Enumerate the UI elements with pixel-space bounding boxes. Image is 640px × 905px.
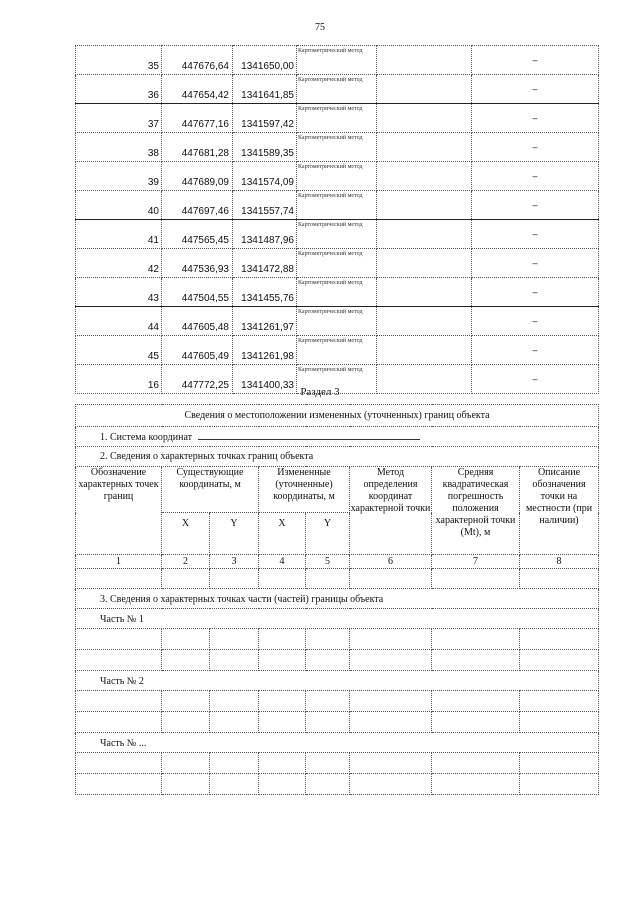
method: Картометрический метод <box>297 162 377 191</box>
empty-row <box>76 712 599 733</box>
description: – <box>472 104 599 133</box>
empty-row <box>76 774 599 795</box>
coordinate-row <box>76 220 599 249</box>
empty-cell <box>210 691 259 712</box>
empty-cell <box>350 753 432 774</box>
column-number: 1 <box>76 555 162 569</box>
empty-cell <box>306 569 350 589</box>
empty-cell <box>432 774 520 795</box>
empty-cell <box>76 712 162 733</box>
method: Картометрический метод <box>297 307 377 336</box>
empty-cell <box>377 46 472 75</box>
empty-cell <box>350 712 432 733</box>
empty-cell <box>377 104 472 133</box>
empty-cell <box>520 712 599 733</box>
coordinate-row <box>76 191 599 220</box>
empty-cell <box>432 569 520 589</box>
col-desc-header: Описание обозначения точки на местности (при наличии) <box>520 467 599 555</box>
empty-cell <box>377 191 472 220</box>
empty-cell <box>259 712 306 733</box>
description: – <box>472 307 599 336</box>
empty-cell <box>350 691 432 712</box>
empty-cell <box>162 629 210 650</box>
point-number: 35 <box>76 46 162 75</box>
empty-cell <box>162 774 210 795</box>
coord-x: 447504,55 <box>162 278 233 307</box>
coord-system-row <box>76 427 599 447</box>
coord-y: 1341400,33 <box>233 365 297 394</box>
coord-x: 447565,45 <box>162 220 233 249</box>
empty-cell <box>377 220 472 249</box>
col-error-header: Средняя квадратическая погрешность положения характерной точки (Mt), м <box>432 467 520 555</box>
description: – <box>472 162 599 191</box>
col-point-header: Обозначение характерных точек границ <box>76 467 162 555</box>
empty-cell <box>162 569 210 589</box>
coord-x: 447772,25 <box>162 365 233 394</box>
empty-cell <box>306 753 350 774</box>
description: – <box>472 46 599 75</box>
empty-cell <box>162 753 210 774</box>
empty-cell <box>76 569 162 589</box>
method: Картометрический метод <box>297 104 377 133</box>
coordinate-row <box>76 104 599 133</box>
empty-row <box>76 650 599 671</box>
coord-y: 1341574,09 <box>233 162 297 191</box>
empty-cell <box>210 569 259 589</box>
coord-x: 447677,16 <box>162 104 233 133</box>
empty-cell <box>210 753 259 774</box>
empty-cell <box>520 569 599 589</box>
point-number: 39 <box>76 162 162 191</box>
empty-cell <box>259 691 306 712</box>
parts-heading: 3. Сведения о характерных точках части (частей) границы объекта <box>76 589 599 609</box>
column-number: 2 <box>162 555 210 569</box>
section3-form-table <box>75 404 599 795</box>
coordinate-row <box>76 307 599 336</box>
empty-cell <box>377 75 472 104</box>
empty-cell <box>210 650 259 671</box>
coord-system-blank <box>198 430 420 440</box>
coord-x: 447536,93 <box>162 249 233 278</box>
empty-cell <box>520 629 599 650</box>
col-changed-header: Измененные (уточненные) координаты, м <box>259 467 350 513</box>
coordinate-row <box>76 278 599 307</box>
coord-y: 1341650,00 <box>233 46 297 75</box>
empty-cell <box>377 133 472 162</box>
column-number: 6 <box>350 555 432 569</box>
empty-cell <box>259 629 306 650</box>
coord-x: 447676,64 <box>162 46 233 75</box>
points-heading: 2. Сведения о характерных точках границ объекта <box>76 447 599 467</box>
empty-cell <box>432 753 520 774</box>
column-number: 4 <box>259 555 306 569</box>
point-number: 38 <box>76 133 162 162</box>
form-heading: Сведения о местоположении измененных (уточненных) границ объекта <box>76 405 599 427</box>
empty-cell <box>259 753 306 774</box>
coord-y: 1341557,74 <box>233 191 297 220</box>
empty-row <box>76 569 599 589</box>
existing-x-header: X <box>162 513 210 555</box>
empty-cell <box>377 336 472 365</box>
empty-cell <box>76 691 162 712</box>
method: Картометрический метод <box>297 220 377 249</box>
method: Картометрический метод <box>297 365 377 394</box>
empty-cell <box>377 249 472 278</box>
empty-cell <box>377 278 472 307</box>
point-number: 40 <box>76 191 162 220</box>
point-number: 43 <box>76 278 162 307</box>
part-2-label: Часть № 2 <box>76 671 599 691</box>
part-1-label: Часть № 1 <box>76 609 599 629</box>
description: – <box>472 278 599 307</box>
coord-y: 1341597,42 <box>233 104 297 133</box>
empty-cell <box>259 569 306 589</box>
empty-cell <box>432 650 520 671</box>
coord-y: 1341261,97 <box>233 307 297 336</box>
description: – <box>472 75 599 104</box>
empty-cell <box>210 629 259 650</box>
empty-cell <box>432 712 520 733</box>
empty-cell <box>520 774 599 795</box>
method: Картометрический метод <box>297 75 377 104</box>
empty-cell <box>432 629 520 650</box>
coord-x: 447605,48 <box>162 307 233 336</box>
empty-cell <box>76 650 162 671</box>
coordinate-row <box>76 133 599 162</box>
description: – <box>472 365 599 394</box>
empty-cell <box>377 307 472 336</box>
empty-row <box>76 629 599 650</box>
empty-cell <box>259 650 306 671</box>
col-method-header: Метод определения координат характерной точки <box>350 467 432 555</box>
point-number: 37 <box>76 104 162 133</box>
empty-cell <box>520 691 599 712</box>
empty-cell <box>76 774 162 795</box>
empty-cell <box>162 650 210 671</box>
description: – <box>472 336 599 365</box>
empty-cell <box>210 712 259 733</box>
empty-cell <box>76 629 162 650</box>
column-number: 8 <box>520 555 599 569</box>
col-existing-header: Существующие координаты, м <box>162 467 259 513</box>
column-number: 5 <box>306 555 350 569</box>
method: Картометрический метод <box>297 278 377 307</box>
method: Картометрический метод <box>297 133 377 162</box>
empty-cell <box>210 774 259 795</box>
coordinate-row <box>76 75 599 104</box>
coord-y: 1341589,35 <box>233 133 297 162</box>
description: – <box>472 249 599 278</box>
empty-cell <box>520 753 599 774</box>
section-title: Раздел 3 <box>300 386 340 398</box>
coordinates-table <box>75 45 599 394</box>
coord-x: 447654,42 <box>162 75 233 104</box>
point-number: 36 <box>76 75 162 104</box>
empty-cell <box>432 691 520 712</box>
method: Картометрический метод <box>297 249 377 278</box>
description: – <box>472 220 599 249</box>
empty-cell <box>350 774 432 795</box>
coord-y: 1341487,96 <box>233 220 297 249</box>
empty-cell <box>306 712 350 733</box>
empty-cell <box>350 569 432 589</box>
coord-x: 447605,49 <box>162 336 233 365</box>
point-number: 16 <box>76 365 162 394</box>
empty-cell <box>306 691 350 712</box>
coord-system-label: 1. Система координат <box>100 431 193 443</box>
empty-row <box>76 691 599 712</box>
changed-x-header: X <box>259 513 306 555</box>
coord-y: 1341455,76 <box>233 278 297 307</box>
coord-y: 1341261,98 <box>233 336 297 365</box>
coordinate-row <box>76 46 599 75</box>
empty-cell <box>162 712 210 733</box>
point-number: 44 <box>76 307 162 336</box>
empty-cell <box>520 650 599 671</box>
coordinate-row <box>76 162 599 191</box>
coord-y: 1341641,85 <box>233 75 297 104</box>
empty-cell <box>259 774 306 795</box>
empty-cell <box>306 629 350 650</box>
empty-cell <box>162 691 210 712</box>
empty-cell <box>306 774 350 795</box>
changed-y-header: Y <box>306 513 350 555</box>
empty-cell <box>350 650 432 671</box>
empty-cell <box>76 753 162 774</box>
coordinate-row <box>76 249 599 278</box>
point-number: 42 <box>76 249 162 278</box>
point-number: 45 <box>76 336 162 365</box>
description: – <box>472 191 599 220</box>
empty-row <box>76 753 599 774</box>
part-3-label: Часть № ... <box>76 733 599 753</box>
point-number: 41 <box>76 220 162 249</box>
empty-cell <box>350 629 432 650</box>
coord-x: 447697,46 <box>162 191 233 220</box>
column-numbers-row <box>76 555 599 569</box>
coordinate-row <box>76 336 599 365</box>
column-number: 3 <box>210 555 259 569</box>
method: Картометрический метод <box>297 46 377 75</box>
empty-cell <box>377 162 472 191</box>
description: – <box>472 133 599 162</box>
method: Картометрический метод <box>297 191 377 220</box>
coord-y: 1341472,88 <box>233 249 297 278</box>
coord-x: 447689,09 <box>162 162 233 191</box>
existing-y-header: Y <box>210 513 259 555</box>
coord-x: 447681,28 <box>162 133 233 162</box>
page-number: 75 <box>315 22 325 33</box>
empty-cell <box>306 650 350 671</box>
column-number: 7 <box>432 555 520 569</box>
method: Картометрический метод <box>297 336 377 365</box>
